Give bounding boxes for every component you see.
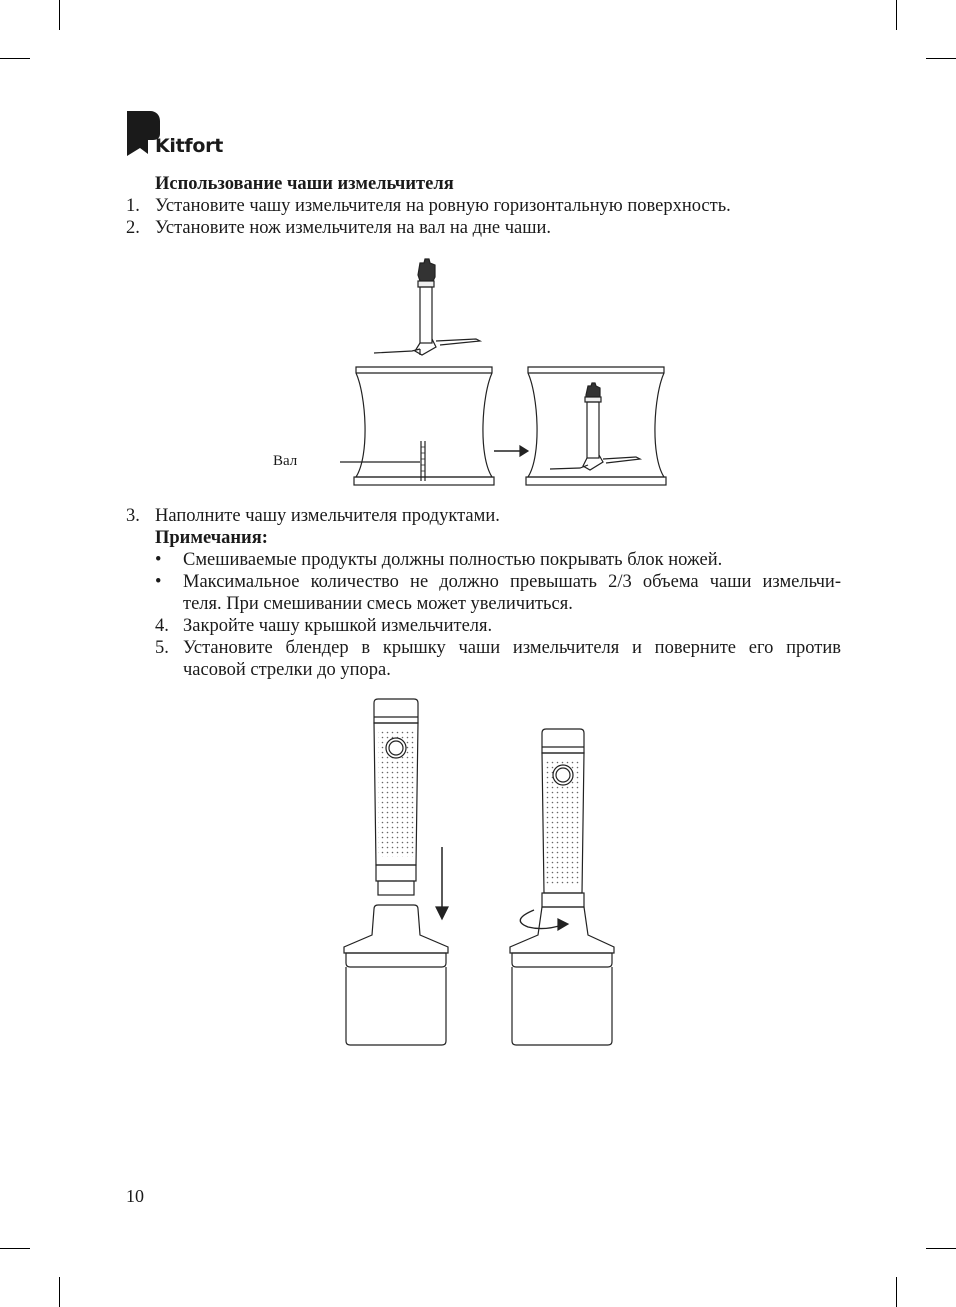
crop-mark <box>926 58 956 59</box>
crop-mark <box>926 1248 956 1249</box>
crop-mark <box>59 0 60 30</box>
step-number: 1. <box>126 196 140 216</box>
crop-mark <box>896 0 897 30</box>
bullet: • <box>155 550 162 570</box>
step-text: часовой стрелки до упора. <box>183 660 391 680</box>
step-text: Установите блендер в крышку чаши измельчителя и поверните его против <box>183 638 841 658</box>
note-text: теля. При смешивании смесь может увеличиться. <box>183 594 573 614</box>
step-text: Установите чашу измельчителя на ровную горизонтальную поверхность. <box>155 196 731 216</box>
step-text: Наполните чашу измельчителя продуктами. <box>155 506 500 526</box>
step-text: Закройте чашу крышкой измельчителя. <box>183 616 493 636</box>
step-number: 2. <box>126 218 140 238</box>
section-title: Использование чаши измельчителя <box>155 174 454 194</box>
crop-mark <box>59 1277 60 1307</box>
brand-name: Kitfort <box>155 135 223 157</box>
notes-title: Примечания: <box>155 528 268 548</box>
note-text: Максимальное количество не должно превышать 2/3 объема чаши измельчи- <box>183 572 841 592</box>
crop-mark <box>896 1277 897 1307</box>
crop-mark <box>0 1248 30 1249</box>
blade-install-figure <box>340 255 680 495</box>
step-number: 3. <box>126 506 140 526</box>
step-number: 5. <box>155 638 169 658</box>
note-text: Смешиваемые продукты должны полностью покрывать блок ножей. <box>183 550 723 570</box>
page-number: 10 <box>126 1186 144 1206</box>
blender-lid-figure <box>330 695 640 1055</box>
bullet: • <box>155 572 162 592</box>
step-number: 4. <box>155 616 169 636</box>
step-text: Установите нож измельчителя на вал на дне чаши. <box>155 218 552 238</box>
shaft-label: Вал <box>273 453 298 469</box>
crop-mark <box>0 58 30 59</box>
